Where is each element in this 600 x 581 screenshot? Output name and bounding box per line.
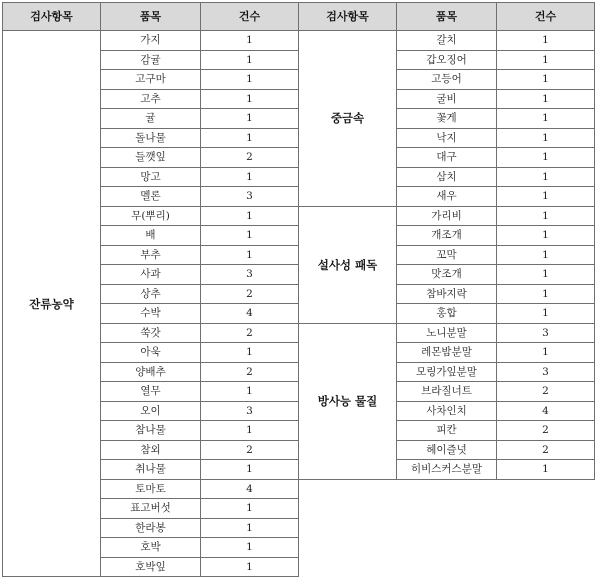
right-item-cell: 참바지락 [397, 284, 497, 304]
right-count-cell: 1 [497, 50, 595, 70]
right-category-cell: 설사성 패독 [299, 206, 397, 323]
left-item-cell: 배 [101, 226, 201, 246]
right-item-cell: 브라질너트 [397, 382, 497, 402]
right-item-cell: 홍합 [397, 304, 497, 324]
right-count-cell: 1 [497, 245, 595, 265]
left-count-cell: 1 [201, 557, 299, 577]
left-item-cell: 멜론 [101, 187, 201, 207]
right-count-cell: 1 [497, 89, 595, 109]
left-item-cell: 부추 [101, 245, 201, 265]
left-count-cell: 1 [201, 245, 299, 265]
left-count-cell: 4 [201, 479, 299, 499]
right-count-cell: 1 [497, 226, 595, 246]
left-count-cell: 1 [201, 538, 299, 558]
right-count-cell: 2 [497, 382, 595, 402]
right-item-cell: 가리비 [397, 206, 497, 226]
left-count-cell: 3 [201, 265, 299, 285]
left-category-cell: 잔류농약 [3, 31, 101, 577]
empty-cell [299, 499, 595, 519]
right-count-cell: 1 [497, 206, 595, 226]
left-count-cell: 1 [201, 50, 299, 70]
left-count-cell: 1 [201, 89, 299, 109]
left-item-cell: 수박 [101, 304, 201, 324]
left-count-cell: 1 [201, 167, 299, 187]
left-count-cell: 1 [201, 109, 299, 129]
right-count-cell: 1 [497, 284, 595, 304]
right-count-cell: 1 [497, 148, 595, 168]
right-item-cell: 개조개 [397, 226, 497, 246]
right-count-cell: 1 [497, 109, 595, 129]
right-count-cell: 2 [497, 421, 595, 441]
left-count-cell: 3 [201, 187, 299, 207]
left-item-cell: 쑥갓 [101, 323, 201, 343]
left-item-cell: 양배추 [101, 362, 201, 382]
left-count-cell: 2 [201, 284, 299, 304]
left-item-cell: 참나물 [101, 421, 201, 441]
left-count-cell: 2 [201, 362, 299, 382]
inspection-table-container [2, 2, 595, 577]
header-left-category: 검사항목 [3, 3, 101, 31]
left-item-cell: 열무 [101, 382, 201, 402]
right-category-cell: 방사능 물질 [299, 323, 397, 479]
right-item-cell: 굴비 [397, 89, 497, 109]
header-row [3, 3, 595, 31]
right-count-cell: 3 [497, 323, 595, 343]
right-item-cell: 피칸 [397, 421, 497, 441]
left-count-cell: 1 [201, 382, 299, 402]
left-count-cell: 1 [201, 226, 299, 246]
right-count-cell: 1 [497, 31, 595, 51]
header-right-count: 건수 [497, 3, 595, 31]
left-count-cell: 1 [201, 31, 299, 51]
left-item-cell: 한라봉 [101, 518, 201, 538]
table-row [3, 31, 595, 51]
right-item-cell: 대구 [397, 148, 497, 168]
left-count-cell: 3 [201, 401, 299, 421]
left-item-cell: 사과 [101, 265, 201, 285]
right-item-cell: 삼치 [397, 167, 497, 187]
left-item-cell: 아욱 [101, 343, 201, 363]
right-item-cell: 맛조개 [397, 265, 497, 285]
right-item-cell: 갈치 [397, 31, 497, 51]
left-item-cell: 망고 [101, 167, 201, 187]
right-count-cell: 2 [497, 440, 595, 460]
right-count-cell: 1 [497, 167, 595, 187]
left-count-cell: 1 [201, 499, 299, 519]
right-item-cell: 사차인치 [397, 401, 497, 421]
table-body [3, 31, 595, 577]
right-item-cell: 낙지 [397, 128, 497, 148]
left-item-cell: 돌나물 [101, 128, 201, 148]
left-item-cell: 무(뿌리) [101, 206, 201, 226]
left-item-cell: 호박잎 [101, 557, 201, 577]
left-count-cell: 4 [201, 304, 299, 324]
left-count-cell: 1 [201, 343, 299, 363]
header-right-item: 품목 [397, 3, 497, 31]
left-item-cell: 고구마 [101, 70, 201, 90]
left-item-cell: 참외 [101, 440, 201, 460]
left-item-cell: 호박 [101, 538, 201, 558]
left-count-cell: 1 [201, 518, 299, 538]
right-item-cell: 꼬막 [397, 245, 497, 265]
left-count-cell: 2 [201, 323, 299, 343]
right-item-cell: 히비스커스분말 [397, 460, 497, 480]
right-item-cell: 모링가잎분말 [397, 362, 497, 382]
right-count-cell: 3 [497, 362, 595, 382]
left-count-cell: 2 [201, 440, 299, 460]
left-count-cell: 1 [201, 128, 299, 148]
right-count-cell: 1 [497, 187, 595, 207]
left-item-cell: 표고버섯 [101, 499, 201, 519]
right-item-cell: 고등어 [397, 70, 497, 90]
empty-cell [299, 557, 595, 577]
right-item-cell: 레몬밤분말 [397, 343, 497, 363]
left-item-cell: 귤 [101, 109, 201, 129]
header-left-count: 건수 [201, 3, 299, 31]
left-item-cell: 가지 [101, 31, 201, 51]
inspection-results-table [2, 2, 595, 577]
right-item-cell: 갑오징어 [397, 50, 497, 70]
header-right-category: 검사항목 [299, 3, 397, 31]
left-count-cell: 2 [201, 148, 299, 168]
empty-cell [299, 538, 595, 558]
right-count-cell: 1 [497, 265, 595, 285]
left-count-cell: 1 [201, 70, 299, 90]
right-count-cell: 1 [497, 304, 595, 324]
left-item-cell: 상추 [101, 284, 201, 304]
right-item-cell: 새우 [397, 187, 497, 207]
left-item-cell: 고추 [101, 89, 201, 109]
left-item-cell: 오이 [101, 401, 201, 421]
left-item-cell: 취나물 [101, 460, 201, 480]
left-count-cell: 1 [201, 206, 299, 226]
empty-cell [299, 518, 595, 538]
right-count-cell: 1 [497, 460, 595, 480]
header-left-item: 품목 [101, 3, 201, 31]
left-item-cell: 들깻잎 [101, 148, 201, 168]
right-item-cell: 헤이즐넛 [397, 440, 497, 460]
right-count-cell: 1 [497, 128, 595, 148]
right-count-cell: 4 [497, 401, 595, 421]
empty-cell [299, 479, 595, 499]
right-count-cell: 1 [497, 343, 595, 363]
right-item-cell: 꽃게 [397, 109, 497, 129]
left-count-cell: 1 [201, 421, 299, 441]
right-category-cell: 중금속 [299, 31, 397, 207]
right-item-cell: 노니분말 [397, 323, 497, 343]
left-count-cell: 1 [201, 460, 299, 480]
left-item-cell: 감귤 [101, 50, 201, 70]
left-item-cell: 토마토 [101, 479, 201, 499]
right-count-cell: 1 [497, 70, 595, 90]
